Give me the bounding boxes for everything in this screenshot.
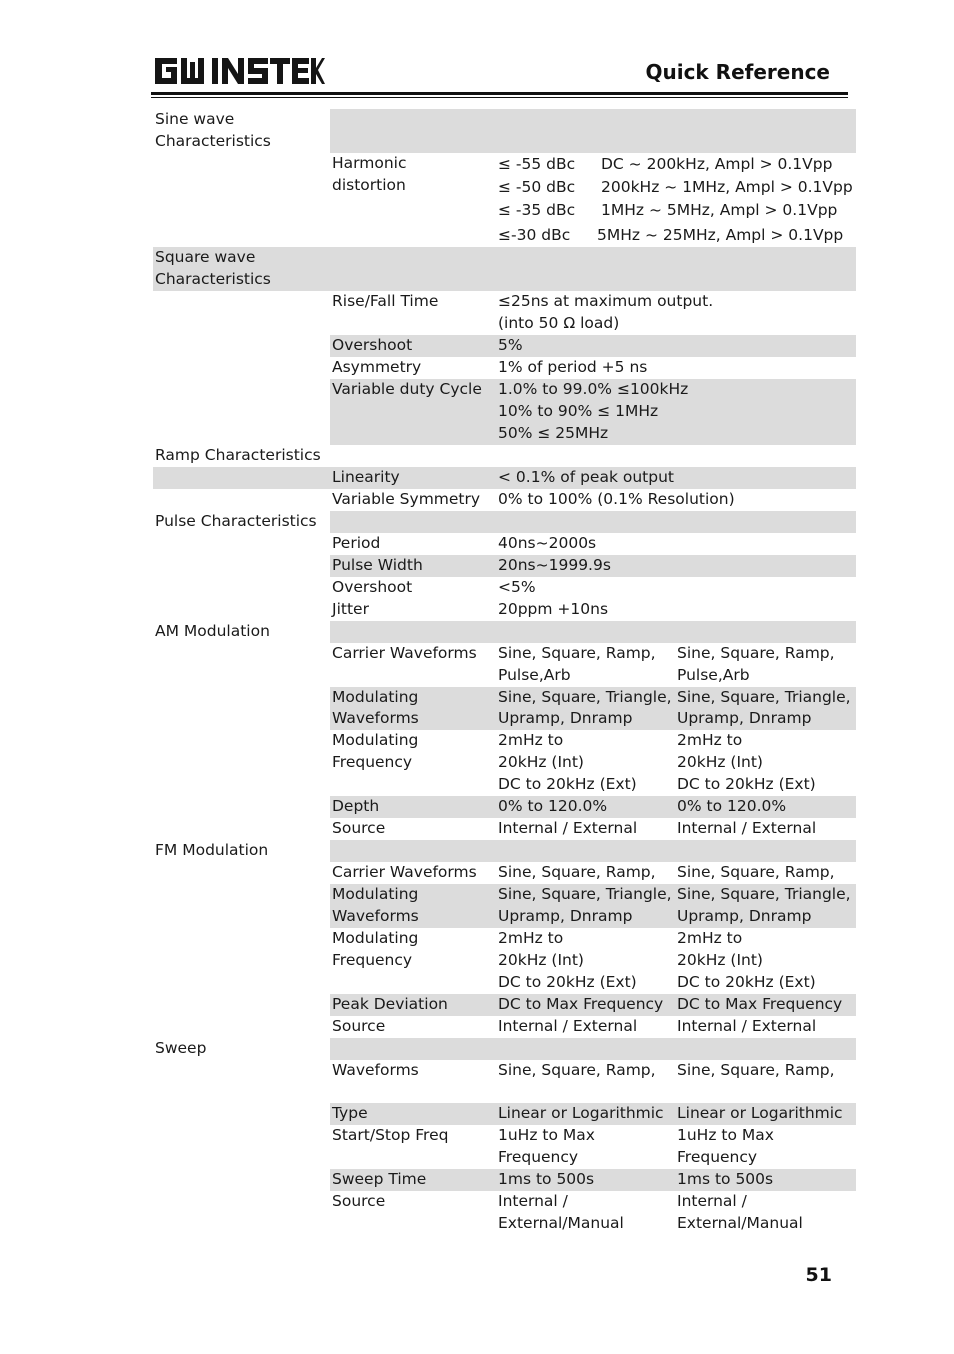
spec-label: Start/Stop Freq	[332, 1126, 449, 1144]
spec-value: ≤-30 dBc 5MHz ~ 25MHz, Ampl > 0.1Vpp	[498, 226, 844, 244]
spec-label: Frequency	[332, 951, 413, 969]
spec-value: 20ppm +10ns	[498, 600, 609, 618]
section-title: Characteristics	[155, 270, 271, 288]
spec-value: <5%	[498, 578, 536, 596]
spec-label: Source	[332, 1017, 386, 1035]
spec-label: distortion	[332, 176, 406, 194]
spec-value: 2mHz to	[498, 731, 564, 749]
table-row	[153, 928, 856, 994]
spec-table	[153, 109, 856, 1235]
spec-value: 2mHz to	[677, 929, 743, 947]
spec-label: Period	[332, 534, 381, 552]
header-rule	[151, 92, 848, 95]
header-rule-thin	[151, 97, 848, 98]
spec-value: Frequency	[677, 1148, 758, 1166]
row-shade	[330, 840, 856, 862]
spec-value: Sine, Square, Ramp,	[677, 644, 835, 662]
section-square	[153, 247, 856, 291]
spec-value: Sine, Square, Triangle,	[498, 885, 672, 903]
spec-label: Depth	[332, 797, 380, 815]
table-row	[153, 489, 856, 511]
gw-instek-logo	[153, 52, 325, 88]
spec-value: Internal /	[677, 1192, 747, 1210]
spec-value: 1uHz to Max	[677, 1126, 774, 1144]
spec-value: ≤25ns at maximum output.	[498, 292, 714, 310]
spec-value: External/Manual	[677, 1214, 803, 1232]
spec-value: Upramp, Dnramp	[677, 709, 812, 727]
table-row	[153, 533, 856, 555]
spec-value: 50% ≤ 25MHz	[498, 424, 609, 442]
spec-label: Source	[332, 1192, 386, 1210]
spec-value: DC to 20kHz (Ext)	[677, 973, 816, 991]
spec-value: 1.0% to 99.0% ≤100kHz	[498, 380, 689, 398]
spec-value: Sine, Square, Ramp,	[677, 863, 835, 881]
section-title: FM Modulation	[155, 841, 269, 859]
table-row	[153, 862, 856, 884]
spec-label: Waveforms	[332, 709, 419, 727]
table-row	[153, 796, 856, 818]
spec-value: DC to 20kHz (Ext)	[677, 775, 816, 793]
section-title: Square wave	[155, 248, 256, 266]
spec-value: 10% to 90% ≤ 1MHz	[498, 402, 659, 420]
spec-value: DC to 20kHz (Ext)	[498, 775, 637, 793]
section-title: Sine wave	[155, 110, 235, 128]
spec-value: Sine, Square, Triangle,	[498, 688, 672, 706]
table-row	[153, 818, 856, 840]
row-shade	[330, 511, 856, 533]
spec-label: Source	[332, 819, 386, 837]
spec-label: Variable Symmetry	[332, 490, 481, 508]
table-row	[153, 884, 856, 928]
spec-label: Overshoot	[332, 336, 413, 354]
section-title: Ramp Characteristics	[155, 446, 321, 464]
spec-value: 20kHz (Int)	[498, 951, 584, 969]
spec-value: Upramp, Dnramp	[498, 907, 633, 925]
spec-value: Linear or Logarithmic	[498, 1104, 664, 1122]
section-title: AM Modulation	[155, 622, 270, 640]
spec-value: Sine, Square, Triangle,	[677, 688, 851, 706]
table-row	[153, 994, 856, 1016]
spec-label: Modulating	[332, 929, 419, 947]
spec-label: Harmonic	[332, 154, 407, 172]
table-row	[153, 1191, 856, 1235]
spec-value: Pulse,Arb	[498, 666, 571, 684]
spec-label: Pulse Width	[332, 556, 423, 574]
spec-value: Upramp, Dnramp	[498, 709, 633, 727]
spec-value: Sine, Square, Ramp,	[498, 644, 656, 662]
section-sweep	[153, 1038, 856, 1060]
spec-value: ≤ -50 dBc 200kHz ~ 1MHz, Ampl > 0.1Vpp	[498, 178, 853, 196]
spec-value: Sine, Square, Ramp,	[498, 1061, 656, 1079]
spec-value: < 0.1% of peak output	[498, 468, 674, 486]
table-row	[153, 291, 856, 335]
section-title: Characteristics	[155, 132, 271, 150]
table-row	[153, 577, 856, 599]
row-shade	[330, 109, 856, 153]
spec-value: Frequency	[498, 1148, 579, 1166]
spec-label: Linearity	[332, 468, 400, 486]
spec-label: Modulating	[332, 731, 419, 749]
spec-value: Internal /	[498, 1192, 568, 1210]
spec-value: 40ns~2000s	[498, 534, 597, 552]
spec-value: 1uHz to Max	[498, 1126, 595, 1144]
spec-label: Asymmetry	[332, 358, 422, 376]
spec-value: (into 50 Ω load)	[498, 314, 620, 332]
spec-value: Sine, Square, Triangle,	[677, 885, 851, 903]
table-row	[153, 687, 856, 730]
spec-value: ≤ -35 dBc 1MHz ~ 5MHz, Ampl > 0.1Vpp	[498, 201, 838, 219]
table-row	[153, 730, 856, 796]
spec-value: 20ns~1999.9s	[498, 556, 611, 574]
spec-value: Sine, Square, Ramp,	[498, 863, 656, 881]
spec-value: 20kHz (Int)	[498, 753, 584, 771]
table-row	[153, 1169, 856, 1191]
row-shade	[330, 1038, 856, 1060]
spec-value: 1ms to 500s	[498, 1170, 595, 1188]
spec-value: Internal / External	[498, 1017, 638, 1035]
spec-label: Modulating	[332, 688, 419, 706]
spec-value: DC to Max Frequency	[498, 995, 664, 1013]
table-row	[153, 1103, 856, 1125]
spec-value: Internal / External	[498, 819, 638, 837]
spec-label: Rise/Fall Time	[332, 292, 439, 310]
spec-label: Overshoot	[332, 578, 413, 596]
spec-value: 0% to 120.0%	[498, 797, 608, 815]
spec-label: Sweep Time	[332, 1170, 427, 1188]
section-ramp	[153, 445, 856, 467]
table-row	[153, 599, 856, 621]
spec-label: Jitter	[332, 600, 369, 618]
spec-label: Waveforms	[332, 1061, 419, 1079]
header-title: Quick Reference	[645, 60, 830, 84]
spec-value: ≤ -55 dBc DC ~ 200kHz, Ampl > 0.1Vpp	[498, 155, 833, 173]
spec-value: 0% to 100% (0.1% Resolution)	[498, 490, 735, 508]
spec-value: 1ms to 500s	[677, 1170, 774, 1188]
spec-label: Type	[332, 1104, 368, 1122]
spec-value: Sine, Square, Ramp,	[677, 1061, 835, 1079]
spec-value: DC to 20kHz (Ext)	[498, 973, 637, 991]
section-pulse	[153, 511, 856, 533]
section-am	[153, 621, 856, 643]
spec-label: Frequency	[332, 753, 413, 771]
spec-label: Carrier Waveforms	[332, 863, 477, 881]
table-row	[153, 335, 856, 357]
table-row	[153, 1060, 856, 1103]
spec-value: Linear or Logarithmic	[677, 1104, 843, 1122]
spec-value: External/Manual	[498, 1214, 624, 1232]
spec-value: Upramp, Dnramp	[677, 907, 812, 925]
table-row	[153, 379, 856, 445]
spec-value: DC to Max Frequency	[677, 995, 843, 1013]
spec-value: 1% of period +5 ns	[498, 358, 648, 376]
spec-value: Internal / External	[677, 1017, 817, 1035]
table-row	[153, 1125, 856, 1169]
section-title: Sweep	[155, 1039, 207, 1057]
spec-value: 20kHz (Int)	[677, 951, 763, 969]
table-row	[153, 357, 856, 379]
spec-value: 2mHz to	[498, 929, 564, 947]
spec-label: Waveforms	[332, 907, 419, 925]
spec-value: 2mHz to	[677, 731, 743, 749]
section-fm	[153, 840, 856, 862]
page-number: 51	[805, 1264, 832, 1286]
spec-label: Peak Deviation	[332, 995, 448, 1013]
spec-value: 5%	[498, 336, 523, 354]
spec-value: 20kHz (Int)	[677, 753, 763, 771]
spec-value: Internal / External	[677, 819, 817, 837]
table-row	[153, 555, 856, 577]
row-shade	[330, 621, 856, 643]
spec-label: Carrier Waveforms	[332, 644, 477, 662]
spec-value: 0% to 120.0%	[677, 797, 787, 815]
table-row	[153, 1016, 856, 1038]
spec-label: Modulating	[332, 885, 419, 903]
spec-value: Pulse,Arb	[677, 666, 750, 684]
table-row	[153, 467, 856, 489]
section-title: Pulse Characteristics	[155, 512, 317, 530]
table-row	[153, 643, 856, 687]
table-row	[153, 153, 856, 247]
spec-label: Variable duty Cycle	[332, 380, 482, 398]
